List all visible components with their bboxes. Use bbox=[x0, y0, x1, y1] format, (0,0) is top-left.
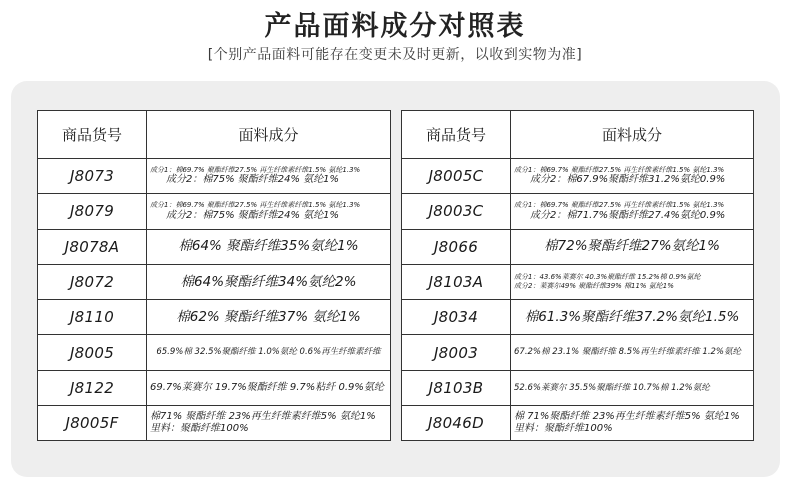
table-row bbox=[38, 229, 391, 264]
product-code: J8003C bbox=[402, 194, 511, 229]
composition-line: 成分1：棉69.7% 聚酯纤维27.5% 再生纤维素纤维1.5% 氨纶1.3% bbox=[514, 200, 725, 209]
composition-line: 成分1：棉69.7% 聚酯纤维27.5% 再生纤维素纤维1.5% 氨纶1.3% bbox=[150, 200, 361, 209]
page-subtitle: [个别产品面料可能存在变更未及时更新，以收到实物为准] bbox=[207, 47, 583, 63]
fabric-composition bbox=[511, 370, 754, 405]
header-fabric-composition: 面料成分 bbox=[511, 111, 754, 159]
table-row bbox=[402, 370, 754, 405]
table-row bbox=[402, 194, 754, 229]
table-row bbox=[38, 159, 391, 194]
header-product-code: 商品货号 bbox=[402, 111, 511, 159]
page-title: 产品面料成分对照表 bbox=[264, 11, 526, 42]
fabric-composition bbox=[511, 335, 754, 370]
composition-line: 棉 71%聚酯纤维 23%再生纤维素纤维5% 氨纶1% bbox=[514, 410, 740, 422]
fabric-composition bbox=[147, 229, 391, 264]
product-code: J8034 bbox=[402, 300, 511, 335]
composition-line: 里料：聚酯纤维100% bbox=[514, 423, 613, 435]
table-header-row bbox=[402, 111, 754, 159]
fabric-composition bbox=[147, 370, 391, 405]
product-code: J8078A bbox=[38, 229, 147, 264]
table-row bbox=[38, 264, 391, 299]
table-row bbox=[402, 229, 754, 264]
composition-line: 成分1：43.6%莱赛尔 40.3%聚酯纤维 15.2%棉 0.9%氨纶 bbox=[514, 273, 701, 282]
fabric-composition bbox=[511, 406, 754, 441]
table-row bbox=[402, 335, 754, 370]
fabric-composition bbox=[511, 264, 754, 299]
product-code: J8072 bbox=[38, 264, 147, 299]
product-code: J8066 bbox=[402, 229, 511, 264]
fabric-table-right bbox=[401, 110, 754, 441]
product-code: J8103B bbox=[402, 370, 511, 405]
composition-line: 69.7%莱赛尔 19.7%聚酯纤维 9.7%粘纤 0.9%氨纶 bbox=[150, 381, 384, 393]
composition-line: 成分2：棉71.7%聚酯纤维27.4%氨纶0.9% bbox=[530, 209, 726, 221]
header-product-code: 商品货号 bbox=[38, 111, 147, 159]
product-code: J8005C bbox=[402, 159, 511, 194]
composition-line: 棉64%聚酯纤维34%氨纶2% bbox=[180, 273, 357, 290]
fabric-composition bbox=[511, 194, 754, 229]
composition-line: 成分2：棉67.9%聚酯纤维31.2%氨纶0.9% bbox=[530, 174, 726, 186]
product-code: J8046D bbox=[402, 406, 511, 441]
fabric-composition bbox=[147, 406, 391, 441]
product-code: J8005F bbox=[38, 406, 147, 441]
product-code: J8079 bbox=[38, 194, 147, 229]
composition-line: 棉62% 聚酯纤维37% 氨纶1% bbox=[176, 308, 361, 325]
fabric-table-left bbox=[37, 110, 391, 441]
composition-line: 棉71% 聚酯纤维 23%再生纤维素纤维5% 氨纶1% bbox=[150, 410, 376, 422]
fabric-composition bbox=[511, 300, 754, 335]
product-code: J8103A bbox=[402, 264, 511, 299]
product-code: J8110 bbox=[38, 300, 147, 335]
table-row bbox=[402, 300, 754, 335]
composition-line: 棉72%聚酯纤维27%氨纶1% bbox=[544, 238, 720, 255]
table-row bbox=[38, 300, 391, 335]
product-code: J8005 bbox=[38, 335, 147, 370]
composition-line: 成分2：棉75% 聚酯纤维24% 氨纶1% bbox=[166, 209, 340, 221]
composition-line: 棉64% 聚酯纤维35%氨纶1% bbox=[178, 238, 359, 255]
composition-line: 成分1：棉69.7% 聚酯纤维27.5% 再生纤维素纤维1.5% 氨纶1.3% bbox=[514, 165, 725, 174]
fabric-composition bbox=[147, 159, 391, 194]
table-header-row bbox=[38, 111, 391, 159]
composition-line: 棉61.3%聚酯纤维37.2%氨纶1.5% bbox=[524, 308, 740, 325]
table-row bbox=[38, 194, 391, 229]
table-row bbox=[38, 370, 391, 405]
composition-line: 67.2%棉 23.1% 聚酯纤维 8.5%再生纤维素纤维 1.2%氨纶 bbox=[514, 347, 742, 358]
table-row bbox=[402, 406, 754, 441]
table-row bbox=[38, 335, 391, 370]
header-fabric-composition: 面料成分 bbox=[147, 111, 391, 159]
product-code: J8073 bbox=[38, 159, 147, 194]
composition-line: 成分2：莱赛尔49% 聚酯纤维39% 棉11% 氨纶1% bbox=[514, 282, 674, 291]
table-row bbox=[402, 264, 754, 299]
fabric-composition bbox=[147, 194, 391, 229]
composition-line: 里料：聚酯纤维100% bbox=[150, 423, 249, 435]
composition-line: 65.9%棉 32.5%聚酯纤维 1.0%氨纶 0.6%再生纤维素纤维 bbox=[156, 347, 381, 358]
fabric-composition bbox=[147, 300, 391, 335]
fabric-composition bbox=[147, 264, 391, 299]
product-code: J8122 bbox=[38, 370, 147, 405]
fabric-composition bbox=[511, 159, 754, 194]
table-row bbox=[38, 406, 391, 441]
composition-line: 成分1：棉69.7% 聚酯纤维27.5% 再生纤维素纤维1.5% 氨纶1.3% bbox=[150, 165, 361, 174]
composition-line: 52.6%莱赛尔 35.5%聚酯纤维 10.7%棉 1.2%氨纶 bbox=[514, 382, 710, 393]
fabric-composition bbox=[511, 229, 754, 264]
composition-line: 成分2：棉75% 聚酯纤维24% 氨纶1% bbox=[166, 174, 340, 186]
fabric-composition bbox=[147, 335, 391, 370]
table-row bbox=[402, 159, 754, 194]
product-code: J8003 bbox=[402, 335, 511, 370]
